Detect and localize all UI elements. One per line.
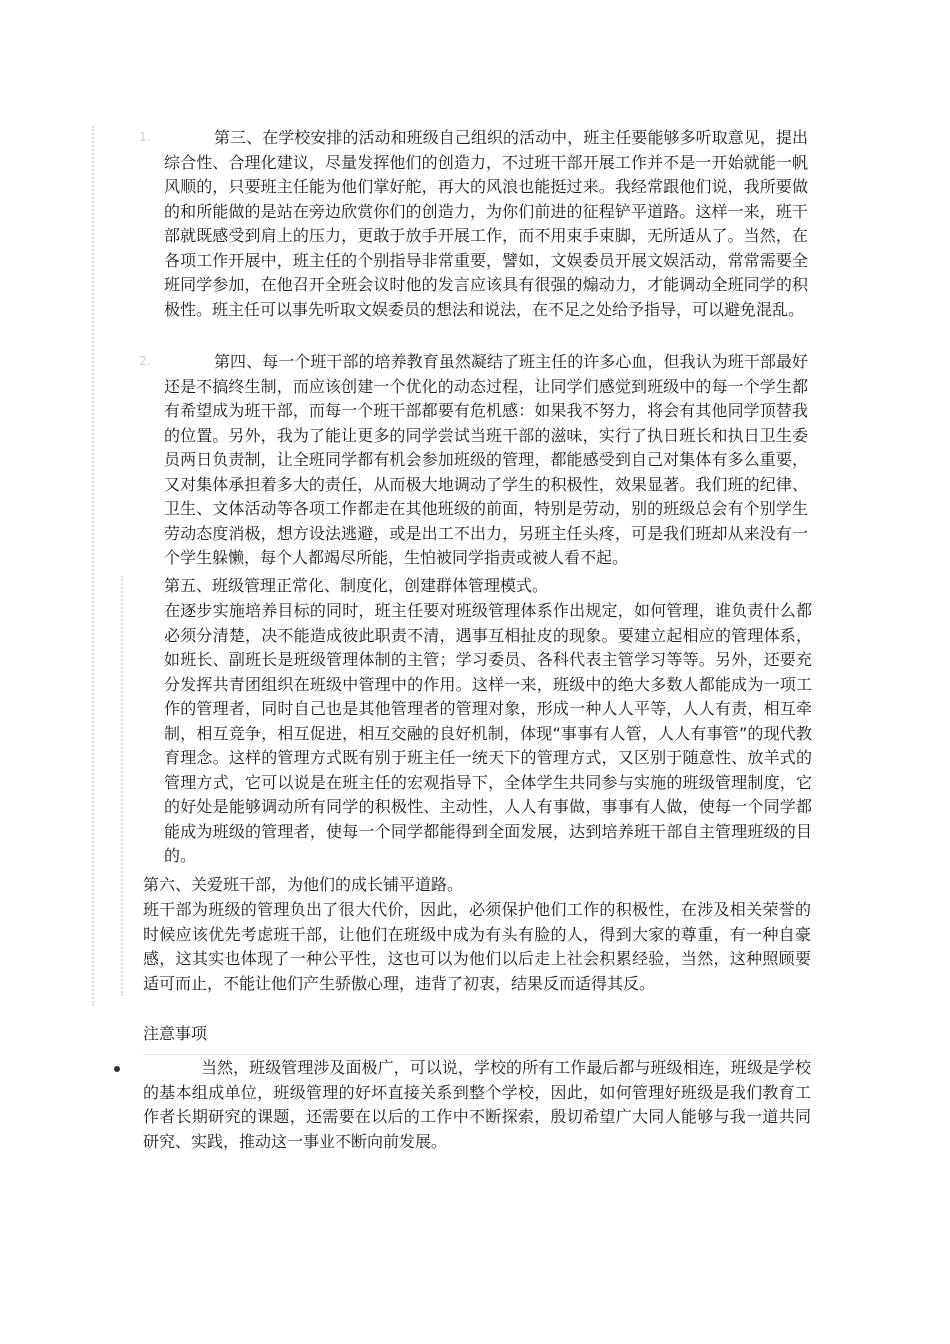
- notes-divider: [143, 1054, 811, 1055]
- margin-guide-outer: [92, 126, 94, 1006]
- list-marker-1: 1.: [139, 130, 151, 144]
- paragraph-third: 第三、在学校安排的活动和班级自己组织的活动中，班主任要能够多听取意见，提出综合性、合理化建议，尽量发挥他们的创造力，不过班干部开展工作并不是一开始就能一帆风顺的，只要班主任能为他们掌好舵，再大的风浪也能挺过来。我经常跟他们说，我所要做的和所能做的是站在旁边欣赏你们的创造力，为你们前进的征程铲平道路。这样一来，班干部就既感受到肩上的压力，更敢于放手开展工作，而不用束手束脚，无所适从了。当然，在各项工作开展中，班主任的个别指导非常重要，譬如，文娱委员开展文娱活动，常常需要全班同学参加，在他召开全班会议时他的发言应该具有很强的煽动力，才能调动全班同学的积极性。班主任可以事先听取文娱委员的想法和说法，在不足之处给予指导，可以避免混乱。: [164, 128, 808, 319]
- paragraph-fifth: 在逐步实施培养目标的同时，班主任要对班级管理体系作出规定，如何管理，谁负责什么都必须分清楚，决不能造成彼此职责不清，遇事互相扯皮的现象。要建立起相应的管理体系，如班长、副班长是班级管理体制的主管；学习委员、各科代表主管学习等等。另外，还要充分发挥共青团组织在班级中管理中的作用。这样一来，班级中的绝大多数人都能成为一项工作的管理者，同时自己也是其他管理者的管理对象，形成一种人人平等，人人有责，相互牵制，相互竞争，相互促进，相互交融的良好机制，体现“事事有人管，人人有事管”的现代教育理念。这样的管理方式既有别于班主任一统天下的管理方式，又区别于随意性、放羊式的管理方式，它可以说是在班主任的宏观指导下，全体学生共同参与实施的班级管理制度，它的好处是能够调动所有同学的积极性、主动性，人人有事做，事事有人做，使每一个同学都能成为班级的管理者，使每一个同学都能得到全面发展，达到培养班干部自主管理班级的目的。: [164, 601, 812, 865]
- paragraph-fourth: 第四、每一个班干部的培养教育虽然凝结了班主任的许多心血，但我认为班干部最好还是不搞终生制，而应该创建一个优化的动态过程，让同学们感觉到班级中的每一个学生都有希望成为班干部，而每一个班干部都要有危机感：如果我不努力，将会有其他同学顶替我的位置。另外，我为了能让更多的同学尝试当班干部的滋味，实行了执日班长和执日卫生委员两日负责制，让全班同学都有机会参加班级的管理，都能感受到自己对集体有多么重要，又对集体承担着多大的责任，从而极大地调动了学生的积极性，效果显著。我们班的纪律、卫生、文体活动等各项工作都走在其他班级的前面，特别是劳动，别的班级总会有个别学生劳动态度消极，想方设法逃避，或是出工不出力，另班主任头疼，可是我们班却从来没有一个学生躲懒，每个人都竭尽所能，生怕被同学指责或被人看不起。: [164, 352, 808, 567]
- notes-paragraph: 当然，班级管理涉及面极广，可以说，学校的所有工作最后都与班级相连，班级是学校的基本组成单位，班级管理的好坏直接关系到整个学校，因此，如何管理好班级是我们教育工作者长期研究的课题，还需要在以后的工作中不断探索，殷切希望广大同人能够与我一道共同研究、实践，推动这一事业不断向前发展。: [143, 1058, 811, 1151]
- heading-sixth: 第六、关爱班干部，为他们的成长铺平道路。: [143, 875, 464, 894]
- notes-title: 注意事项: [143, 1024, 208, 1043]
- list-marker-2: 2.: [139, 354, 151, 368]
- paragraph-sixth: 班干部为班级的管理负出了很大代价，因此，必须保护他们工作的积极性，在涉及相关荣誉的时候应该优先考虑班干部，让他们在班级中成为有头有脸的人，得到大家的尊重，有一种自豪感，这其实也体现了一种公平性，这也可以为他们以后走上社会积累经验，当然，这种照顾要适可而止，不能让他们产生骄傲心理，违背了初衷，结果反而适得其反。: [143, 900, 811, 993]
- margin-guide-inner: [121, 576, 123, 996]
- bullet-dot: [114, 1066, 120, 1072]
- heading-fifth: 第五、班级管理正常化、制度化，创建群体管理模式。: [164, 576, 549, 595]
